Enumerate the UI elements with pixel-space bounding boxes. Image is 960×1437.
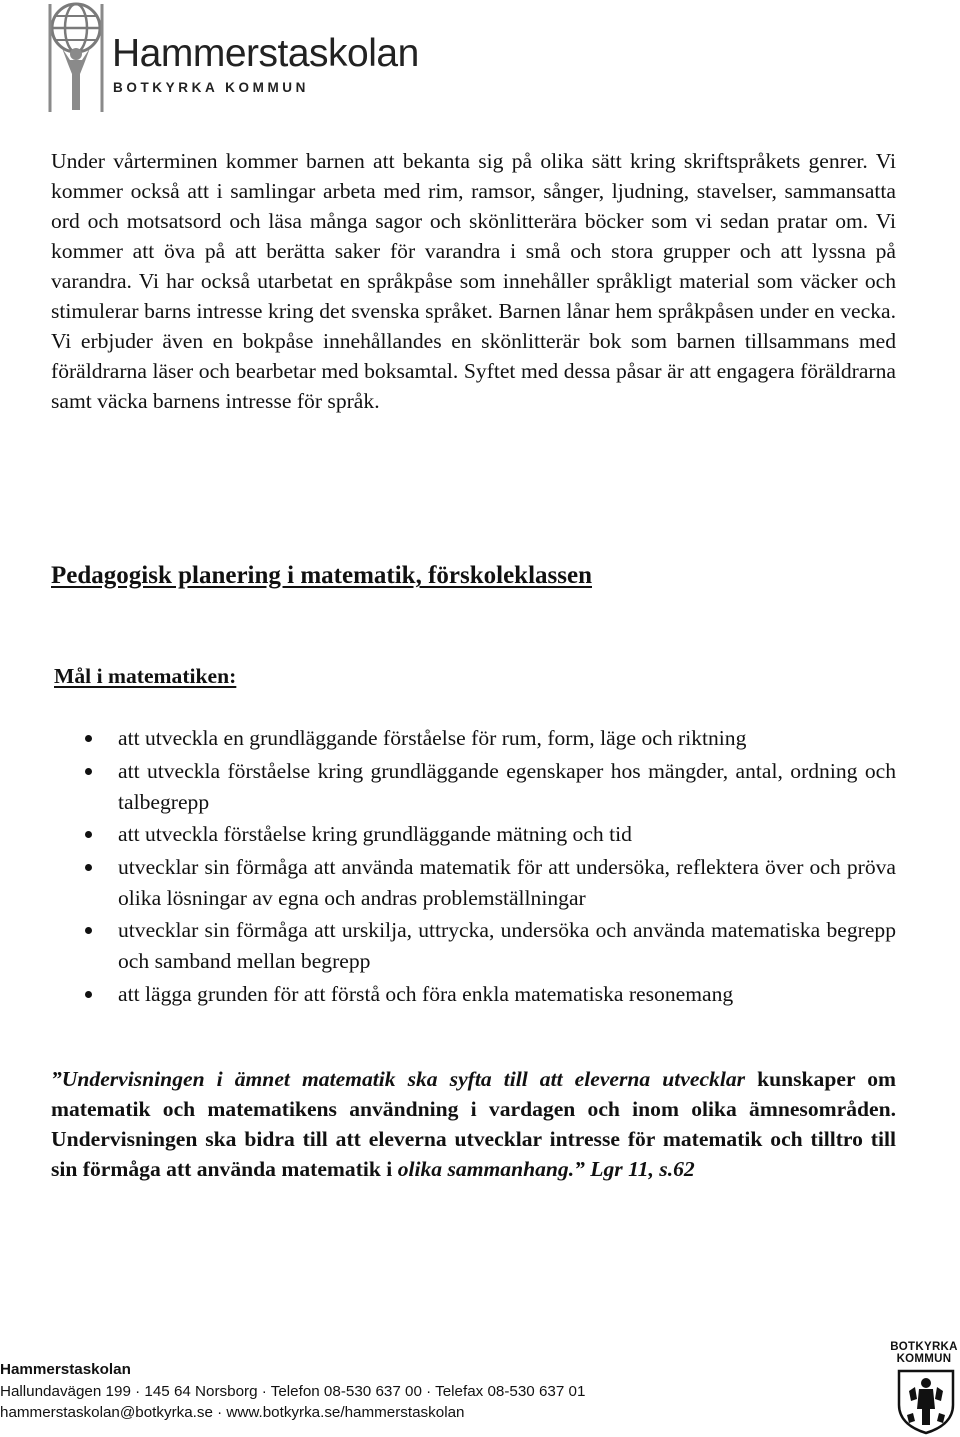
seal-line-2: KOMMUN — [896, 1353, 952, 1365]
municipality-seal-text — [888, 1341, 960, 1365]
footer-address: Hallundavägen 199 · 145 64 Norsborg · Telefon 08-530 637 00 · Telefax 08-530 637 01 — [0, 1383, 586, 1400]
curriculum-quote — [51, 1064, 896, 1184]
list-item — [0, 915, 896, 977]
school-logo-icon — [48, 2, 104, 114]
bullet-icon — [85, 927, 92, 934]
bullet-icon — [85, 864, 92, 871]
goal-text: att utveckla förståelse kring grundläggande mätning och tid — [118, 822, 632, 846]
goal-text: att lägga grunden för att förstå och föra enkla matematiska resonemang — [118, 981, 734, 1006]
school-name-logo: Hammerstaskolan — [112, 32, 419, 75]
quote-open: ”Undervisningen i ämnet matematik ska syfta till att eleverna utvecklar — [51, 1067, 746, 1091]
quote-body: kunskaper om matematik och matematikens användning i vardagen och inom olika ämnesområden. Undervisningen ska bidra till att eleverna utvecklar intresse för matematik och tilltro till sin förmåga att använda matematik i — [51, 1067, 896, 1181]
goal-text: utvecklar sin förmåga att använda matematik för att undersöka, reflektera över och pröva olika lösningar av egna och andras problemställningar — [118, 854, 896, 910]
municipality-logo: BOTKYRKA KOMMUN — [113, 80, 309, 95]
bullet-icon — [85, 768, 92, 775]
intro-paragraph: Under vårterminen kommer barnen att bekanta sig på olika sätt kring skriftspråkets genrer. Vi kommer också att i samlingar arbeta med rim, ramsor, sånger, ljudning, stavelser, sammansatta ord och motsatsord och läsa många sagor och skönlitterära böcker som vi sedan pratar om. Vi kommer att öva på att berätta saker för varandra i små och stora grupper och att lyssna på varandra. Vi har också utarbetat en språkpåse som innehåller språkligt material som väcker och stimulerar barns intresse kring det svenska språket. Barnen lånar hem språkpåsen under en vecka. Vi erbjuder även en bokpåse innehållandes en skönlitterär bok som barnen tillsammans med föräldrarna läser och bearbetar med boksamtal. Syftet med dessa påsar är att engagera föräldrarna samt väcka barnens intresse för språk. — [51, 149, 896, 413]
goal-text: utvecklar sin förmåga att urskilja, uttrycka, undersöka och använda matematiska begrepp och samband mellan begrepp — [118, 918, 896, 973]
page-title: Pedagogisk planering i matematik, förskoleklassen — [51, 562, 592, 589]
list-item — [0, 979, 896, 1010]
goal-text: att utveckla en grundläggande förståelse för rum, form, läge och riktning — [118, 726, 747, 750]
quote-close: olika sammanhang.” Lgr 11, s.62 — [397, 1157, 695, 1181]
goal-text: att utveckla förståelse kring grundläggande egenskaper hos mängder, antal, ordning och talbegrepp — [118, 758, 896, 814]
municipality-shield-icon — [897, 1369, 955, 1435]
list-item — [0, 819, 896, 850]
footer-contact: hammerstaskolan@botkyrka.se · www.botkyrka.se/hammerstaskolan — [0, 1404, 465, 1421]
goals-list — [0, 723, 896, 1011]
list-item — [0, 723, 896, 754]
list-item — [0, 756, 896, 818]
bullet-icon — [85, 991, 92, 998]
list-item — [0, 852, 896, 914]
bullet-icon — [85, 831, 92, 838]
goals-heading: Mål i matematiken: — [54, 664, 237, 688]
bullet-icon — [85, 735, 92, 742]
footer-school-name: Hammerstaskolan — [0, 1361, 131, 1378]
seal-line-1: BOTKYRKA — [890, 1341, 958, 1353]
